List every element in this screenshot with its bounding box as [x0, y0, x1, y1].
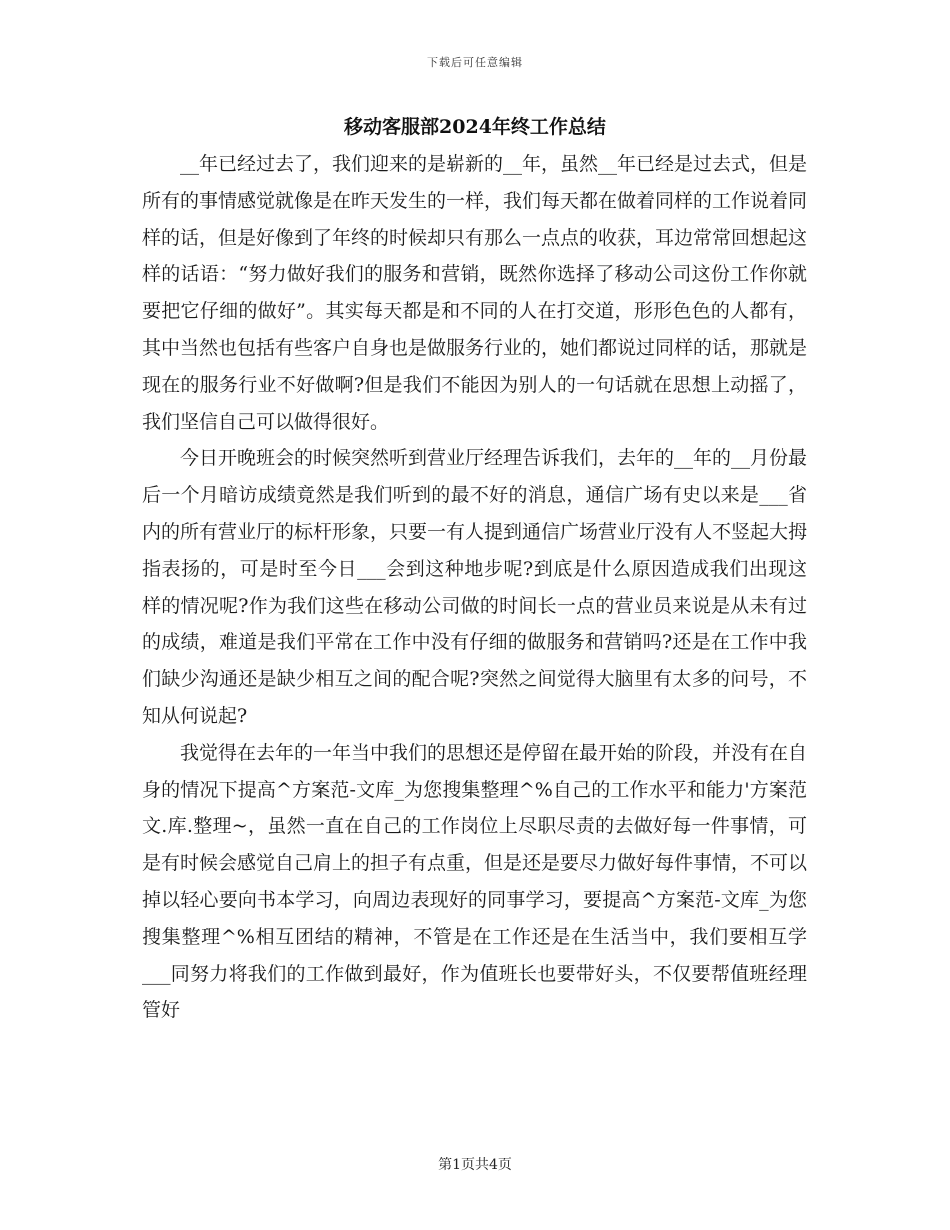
page-header-note: 下载后可任意编辑 [427, 56, 523, 69]
page-number-footer: 第1页共4页 [438, 1157, 512, 1173]
paragraph-2: 今日开晚班会的时候突然听到营业厅经理告诉我们，去年的__年的__月份最后一个月暗访成绩竟然是我们听到的最不好的消息，通信广场有史以来是___省内的所有营业厅的标杆形象，只要一有人提到通信广场营业厅没有人不竖起大拇指表扬的，可是时至今日___会到这种地步呢?到底是什么原因造成我们出现这样的情况呢?作为我们这些在移动公司做的时间长一点的营业员来说是从未有过的成绩，难道是我们平常在工作中没有仔细的做服务和营销吗?还是在工作中我们缺少沟通还是缺少相互之间的配合呢?突然之间觉得大脑里有太多的问号，不知从何说起? [142, 447, 808, 727]
document-body [142, 146, 807, 1029]
paragraph-3: 我觉得在去年的一年当中我们的思想还是停留在最开始的阶段，并没有在自身的情况下提高^方案范-文库_为您搜集整理^%自己的工作水平和能力'方案范文.库.整理~，虽然一直在自己的工作岗位上尽职尽责的去做好每一件事情，可是有时候会感觉自己肩上的担子有点重，但是还是要尽力做好每件事情，不可以掉以轻心要向书本学习，向周边表现好的同事学习，要提高^方案范-文库_为您搜集整理^%相互团结的精神，不管是在工作还是在生活当中，我们要相互学___同努力将我们的工作做到最好，作为值班长也要带好头，不仅要帮值班经理管好 [142, 741, 808, 1022]
document-title: 移动客服部2024年终工作总结 [344, 116, 606, 138]
paragraph-1: __年已经过去了，我们迎来的是崭新的__年，虽然__年已经是过去式，但是所有的事情感觉就像是在昨天发生的一样，我们每天都在做着同样的工作说着同样的话，但是好像到了年终的时候却只有那么一点点的收获，耳边常常回想起这样的话语：“努力做好我们的服务和营销，既然你选择了移动公司这份工作你就要把它仔细的做好”。其实每天都是和不同的人在打交道，形形色色的人都有，其中当然也包括有些客户自身也是做服务行业的，她们都说过同样的话，那就是现在的服务行业不好做啊?但是我们不能因为别人的一句话就在思想上动摇了，我们坚信自己可以做得很好。 [142, 153, 808, 433]
